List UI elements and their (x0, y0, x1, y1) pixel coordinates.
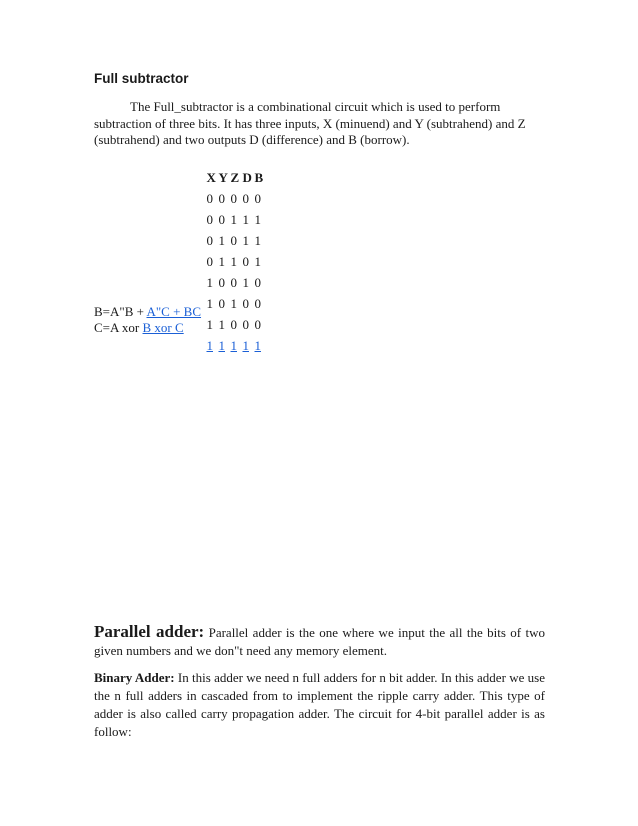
cell: 0 (230, 275, 237, 290)
cell: 1 (230, 254, 237, 269)
cell: 1 (230, 296, 237, 311)
cell: 1 (242, 212, 249, 227)
cell-link[interactable]: 1 (254, 338, 261, 353)
cell: 0 (206, 233, 213, 248)
cell-link[interactable]: 1 (218, 338, 225, 353)
cell: 0 (254, 191, 261, 206)
binary-adder-text: In this adder we need n full adders for n bit adder. In this adder we use the n full adders in cascaded from to implement the ripple carry adder. This type of adder is also called carry propagation adder. The circuit for 4-bit parallel adder is as follow: (94, 670, 545, 739)
cell: 0 (218, 212, 225, 227)
truth-table-header (187, 146, 267, 185)
cell: 0 (218, 191, 225, 206)
cell: 1 (242, 275, 249, 290)
cell: 1 (218, 233, 225, 248)
cell-link[interactable]: 1 (230, 338, 237, 353)
cell: 0 (242, 296, 249, 311)
borrow-equation-prefix: B=A"B + (94, 304, 147, 319)
parallel-adder-paragraph (94, 623, 545, 660)
cell: 1 (254, 254, 261, 269)
cell: 0 (206, 212, 213, 227)
section-title: Full subtractor (94, 71, 189, 86)
intro-paragraph (94, 99, 544, 149)
carry-equation (94, 320, 184, 336)
header-b: B (254, 170, 264, 185)
cell: 0 (218, 275, 225, 290)
borrow-equation-link[interactable]: A"C + BC (146, 304, 202, 319)
cell: 1 (254, 212, 261, 227)
binary-adder-paragraph (94, 669, 545, 741)
cell: 1 (218, 317, 225, 332)
header-z: Z (230, 170, 240, 185)
carry-equation-prefix: C=A xor (94, 320, 143, 335)
cell: 0 (218, 296, 225, 311)
cell: 0 (242, 254, 249, 269)
cell: 1 (206, 296, 213, 311)
cell-link[interactable]: 1 (242, 338, 249, 353)
cell: 0 (206, 254, 213, 269)
cell: 0 (254, 296, 261, 311)
header-d: D (242, 170, 252, 185)
cell: 0 (230, 233, 237, 248)
cell: 0 (230, 191, 237, 206)
carry-equation-link[interactable]: B xor C (142, 320, 184, 335)
cell: 1 (242, 233, 249, 248)
cell: 1 (206, 275, 213, 290)
parallel-adder-term: Parallel adder: (94, 622, 205, 641)
header-y: Y (218, 170, 228, 185)
cell: 1 (254, 233, 261, 248)
binary-adder-term: Binary Adder: (94, 670, 175, 685)
cell-link[interactable]: 1 (206, 338, 213, 353)
borrow-equation (94, 304, 201, 320)
parallel-adder-text: Parallel adder is the one where we input the all the bits of two given numbers and we don"t need any memory element. (94, 625, 546, 658)
cell: 0 (254, 275, 261, 290)
cell: 0 (254, 317, 261, 332)
cell: 0 (242, 191, 249, 206)
intro-text: The Full_subtractor is a combinational circuit which is used to perform subtraction of three bits. It has three inputs, X (minuend) and Y (subtrahend) and Z (subtrahend) and two outputs D (difference) and B (borrow). (94, 99, 526, 147)
cell: 0 (242, 317, 249, 332)
cell: 0 (206, 191, 213, 206)
cell: 0 (230, 317, 237, 332)
header-x: X (206, 170, 216, 185)
cell: 1 (218, 254, 225, 269)
cell: 1 (230, 212, 237, 227)
cell: 1 (206, 317, 213, 332)
